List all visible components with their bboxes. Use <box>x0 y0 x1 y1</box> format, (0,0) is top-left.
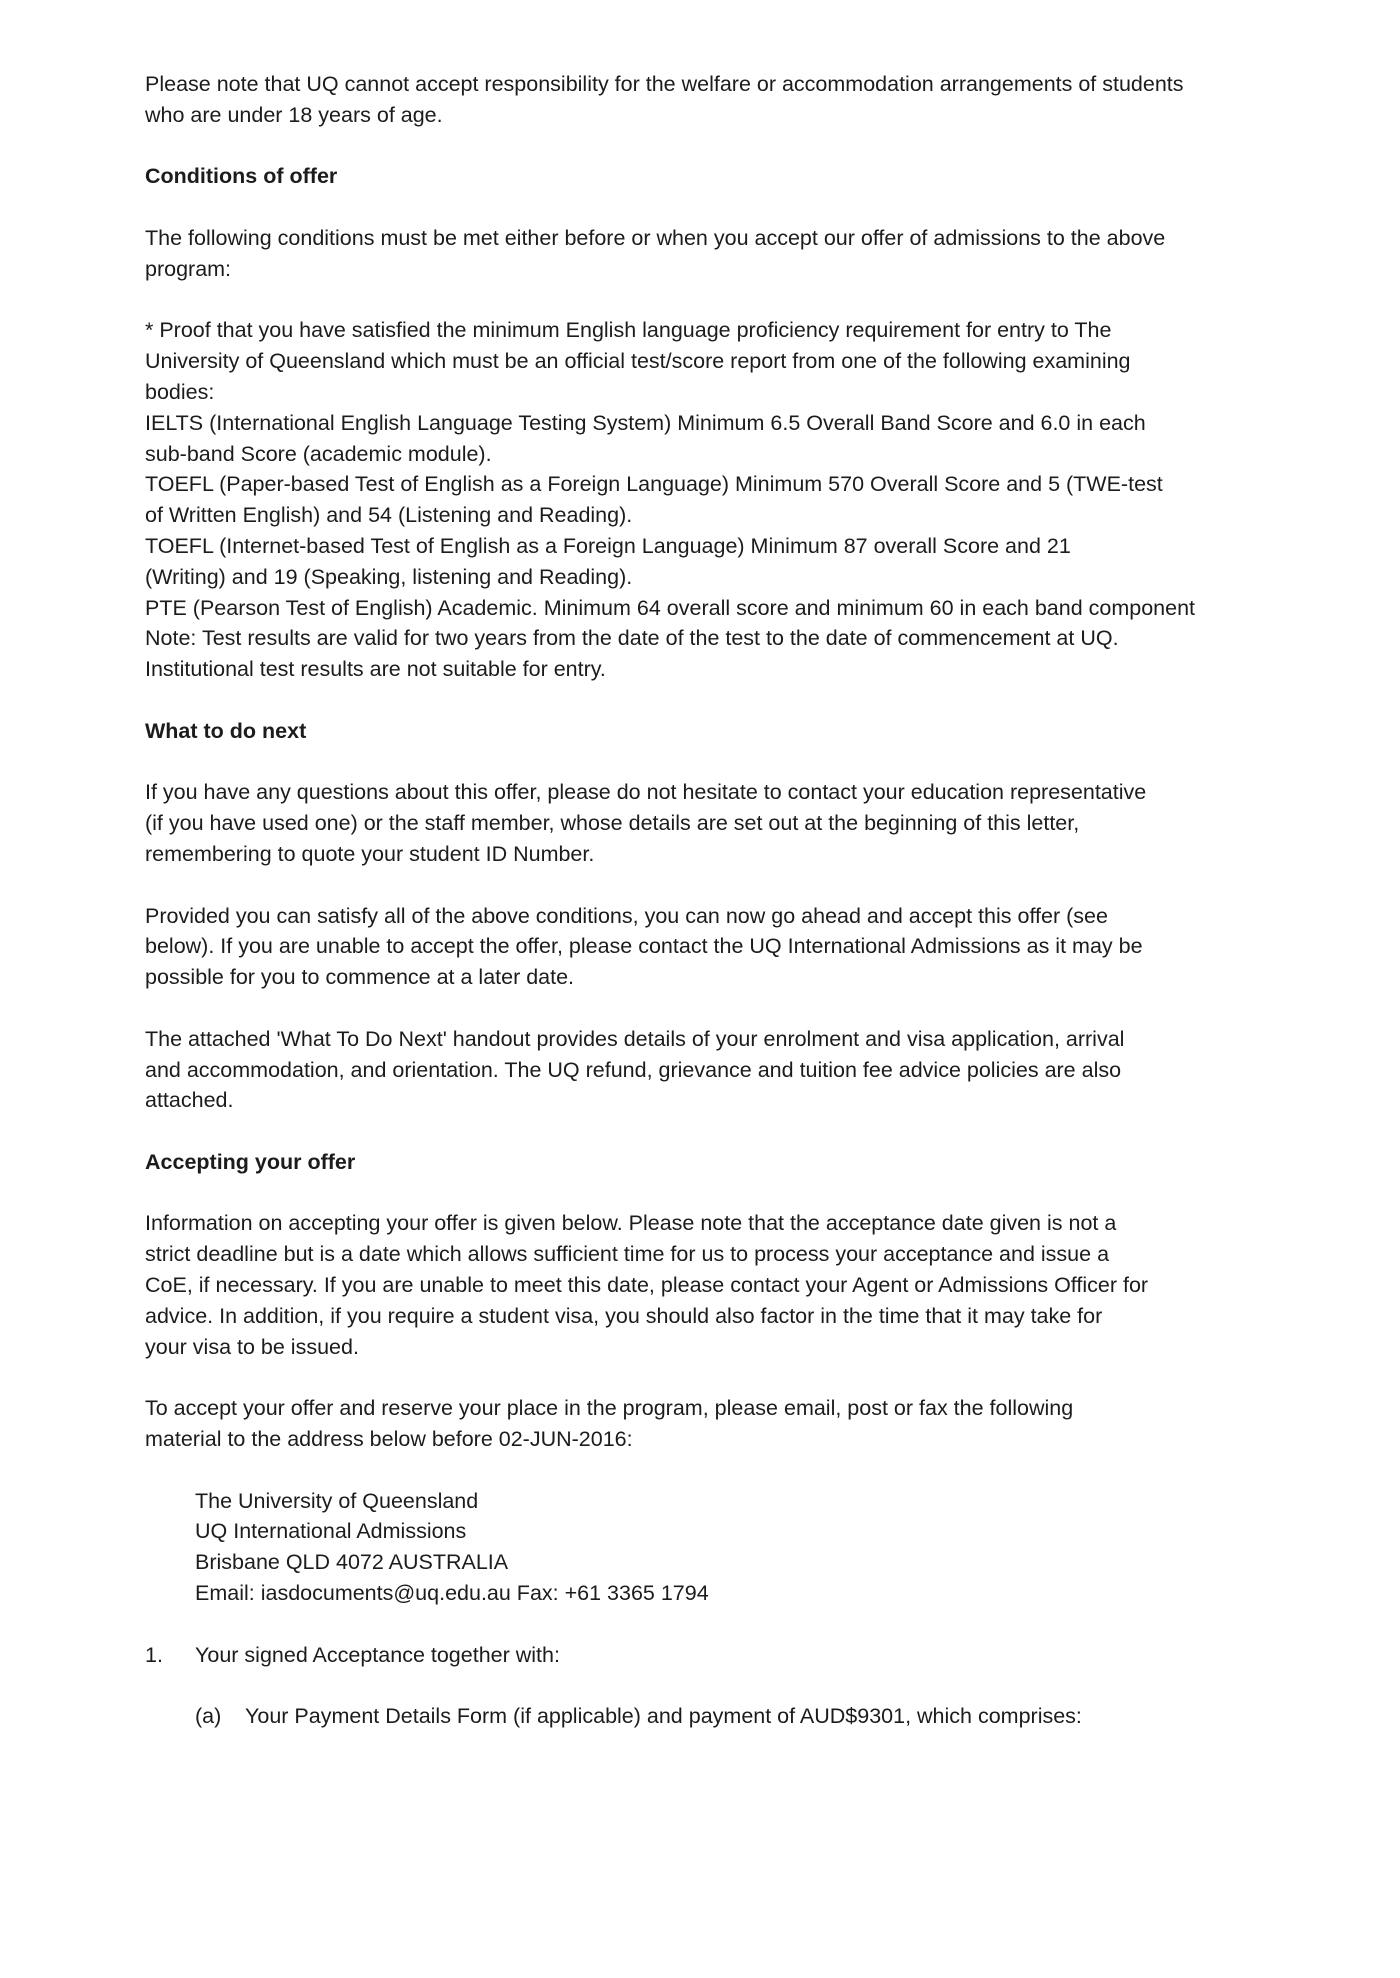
sub-item-text: Your Payment Details Form (if applicable) and payment of AUD$9301, which comprises: <box>245 1704 1082 1729</box>
handout-paragraph <box>145 1024 1295 1116</box>
sub-item-a <box>145 1701 1295 1732</box>
text-line: Please note that UQ cannot accept responsibility for the welfare or accommodation arrangements of students <box>145 72 1184 96</box>
text-line: The following conditions must be met either before or when you accept our offer of admissions to the above <box>145 225 1166 250</box>
item-text: Your signed Acceptance together with: <box>195 1642 560 1667</box>
text-line: remembering to quote your student ID Number. <box>145 841 595 866</box>
text-line: TOEFL (Internet-based Test of English as a Foreign Language) Minimum 87 overall Score and 21 <box>145 533 1071 558</box>
address-line: Brisbane QLD 4072 AUSTRALIA <box>195 1550 509 1575</box>
mailing-address <box>145 1486 1295 1609</box>
text-line: If you have any questions about this offer, please do not hesitate to contact your education representative <box>145 780 1147 805</box>
text-line: below). If you are unable to accept the offer, please contact the UQ International Admissions as it may be <box>145 934 1143 959</box>
conditions-intro <box>145 223 1295 285</box>
text-line: IELTS (International English Language Testing System) Minimum 6.5 Overall Band Score and 6.0 in each <box>145 410 1146 435</box>
text-line: material to the address below before 02-JUN-2016: <box>145 1427 633 1452</box>
address-line: UQ International Admissions <box>195 1519 467 1544</box>
contact-line: Email: iasdocuments@uq.edu.au Fax: +61 3365 1794 <box>195 1581 709 1606</box>
text-line: * Proof that you have satisfied the minimum English language proficiency requirement for entry to The <box>145 318 1112 343</box>
questions-paragraph <box>145 777 1295 869</box>
text-line: Provided you can satisfy all of the above conditions, you can now go ahead and accept this offer (see <box>145 903 1108 928</box>
address-line: The University of Queensland <box>195 1488 479 1513</box>
what-to-do-next-heading: What to do next <box>145 718 307 743</box>
text-line: program: <box>145 256 232 281</box>
text-line: CoE, if necessary. If you are unable to meet this date, please contact your Agent or Admissions Officer for <box>145 1273 1149 1298</box>
text-line: possible for you to commence at a later date. <box>145 965 575 990</box>
letter-body <box>145 69 1295 1732</box>
text-line: TOEFL (Paper-based Test of English as a Foreign Language) Minimum 570 Overall Score and 5 (TWE-test <box>145 472 1163 497</box>
item-number: 1. <box>145 1642 163 1667</box>
text-line: Note: Test results are valid for two years from the date of the test to the date of commencement at UQ. <box>145 626 1119 651</box>
numbered-item-1 <box>145 1640 1295 1671</box>
text-line: To accept your offer and reserve your place in the program, please email, post or fax the following <box>145 1396 1074 1421</box>
text-line: attached. <box>145 1088 234 1113</box>
accepting-offer-heading: Accepting your offer <box>145 1149 356 1174</box>
acceptance-info-paragraph <box>145 1208 1295 1362</box>
text-line: (if you have used one) or the staff member, whose details are set out at the beginning of this letter, <box>145 811 1080 836</box>
text-line: advice. In addition, if you require a student visa, you should also factor in the time that it may take for <box>145 1303 1103 1328</box>
text-line: sub-band Score (academic module). <box>145 441 492 466</box>
text-line: Institutional test results are not suitable for entry. <box>145 657 606 682</box>
text-line: PTE (Pearson Test of English) Academic. Minimum 64 overall score and minimum 60 in each band component <box>145 595 1196 620</box>
text-line: bodies: <box>145 379 215 404</box>
text-line: (Writing) and 19 (Speaking, listening and Reading). <box>145 564 633 589</box>
english-requirements <box>145 315 1295 685</box>
text-line: University of Queensland which must be an official test/score report from one of the following examining <box>145 349 1131 374</box>
conditions-heading: Conditions of offer <box>145 164 338 189</box>
reserve-place-paragraph <box>145 1393 1295 1455</box>
text-line: who are under 18 years of age. <box>145 102 443 127</box>
text-line: strict deadline but is a date which allows sufficient time for us to process your acceptance and issue a <box>145 1242 1110 1267</box>
sub-item-label: (a) <box>195 1704 222 1729</box>
conditions-satisfied-paragraph <box>145 901 1295 993</box>
text-line: Information on accepting your offer is given below. Please note that the acceptance date given is not a <box>145 1211 1117 1236</box>
text-line: and accommodation, and orientation. The UQ refund, grievance and tuition fee advice policies are also <box>145 1057 1122 1082</box>
text-line: of Written English) and 54 (Listening and Reading). <box>145 503 633 528</box>
text-line: your visa to be issued. <box>145 1334 359 1359</box>
text-line: The attached 'What To Do Next' handout provides details of your enrolment and visa application, arrival <box>145 1026 1125 1051</box>
welfare-note <box>145 69 1295 131</box>
